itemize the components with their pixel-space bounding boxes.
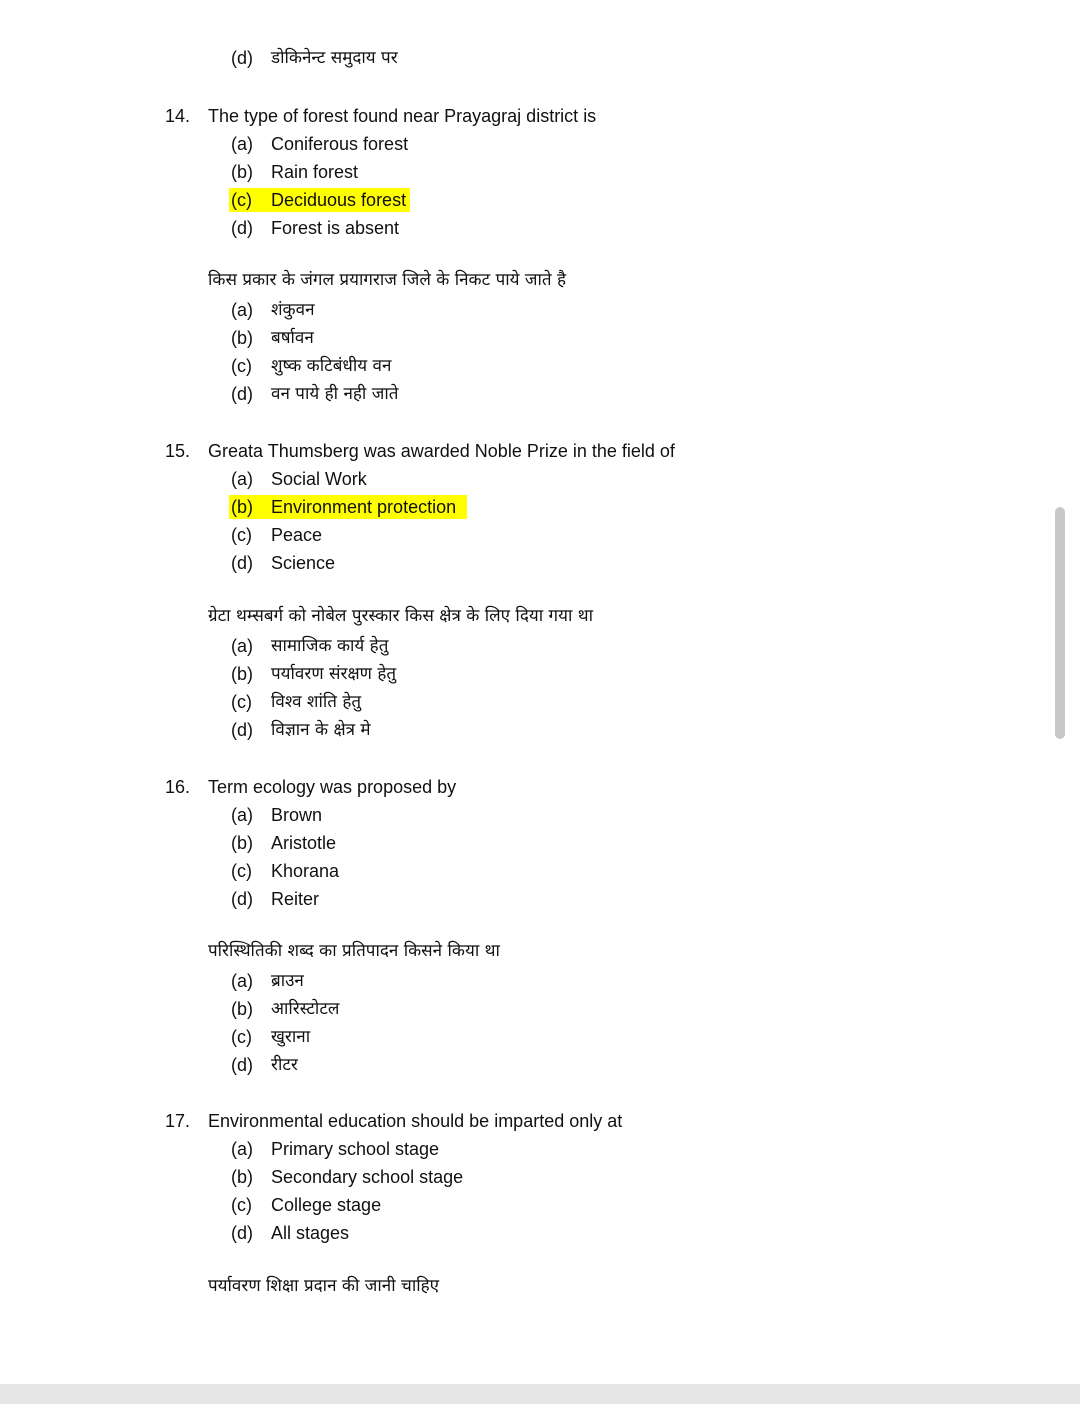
question-number: 14. [165, 106, 191, 126]
hindi-question-text: पर्यावरण शिक्षा प्रदान की जानी चाहिए [208, 1276, 440, 1296]
option-label: (a) [231, 1139, 253, 1159]
option-label: (d) [231, 1223, 253, 1243]
hindi-option-label: (b) [231, 664, 253, 684]
option-text: All stages [271, 1223, 350, 1243]
option-label: (d) [231, 218, 253, 238]
option-label: (c) [231, 861, 252, 881]
hindi-option-label: (a) [231, 971, 253, 991]
option-label: (c) [231, 1195, 252, 1215]
option-text: Primary school stage [271, 1139, 440, 1159]
option-text: Reiter [271, 889, 320, 909]
option-label: (a) [231, 805, 253, 825]
hindi-option-text: आरिस्टोटल [271, 999, 340, 1019]
hindi-option-text: शंकुवन [271, 300, 315, 320]
hindi-option-text: शुष्क कटिबंधीय वन [271, 356, 392, 376]
prev-option-label: (d) [231, 48, 253, 68]
hindi-option-label: (c) [231, 356, 252, 376]
question-number: 15. [165, 441, 191, 461]
option-text: Environment protection [271, 497, 457, 517]
question-text: Greata Thumsberg was awarded Noble Prize in the field of [208, 441, 675, 461]
hindi-option-text: बर्षावन [271, 328, 314, 348]
question-number: 17. [165, 1111, 191, 1131]
option-text: Khorana [271, 861, 340, 881]
option-label: (c) [231, 525, 252, 545]
option-text: College stage [271, 1195, 382, 1215]
option-label: (c) [231, 190, 252, 210]
hindi-question-text: परिस्थितिकी शब्द का प्रतिपादन किसने किया था [208, 941, 500, 961]
hindi-option-label: (c) [231, 1027, 252, 1047]
hindi-question-text: किस प्रकार के जंगल प्रयागराज जिले के निकट पाये जाते है [208, 270, 567, 290]
hindi-option-text: पर्यावरण संरक्षण हेतु [271, 664, 397, 684]
question-text: Term ecology was proposed by [208, 777, 457, 797]
option-text: Brown [271, 805, 323, 825]
option-label: (d) [231, 889, 253, 909]
hindi-option-label: (a) [231, 300, 253, 320]
hindi-option-text: विश्व शांति हेतु [271, 692, 362, 712]
hindi-option-text: विज्ञान के क्षेत्र मे [271, 720, 371, 740]
option-text: Coniferous forest [271, 134, 409, 154]
hindi-option-label: (b) [231, 999, 253, 1019]
option-label: (b) [231, 162, 253, 182]
option-text: Science [271, 553, 336, 573]
question-text: Environmental education should be imparted only at [208, 1111, 623, 1131]
hindi-option-text: सामाजिक कार्य हेतु [271, 636, 389, 656]
hindi-option-label: (a) [231, 636, 253, 656]
hindi-option-text: ब्राउन [271, 971, 304, 991]
option-label: (b) [231, 1167, 253, 1187]
option-label: (a) [231, 134, 253, 154]
scrollbar-thumb[interactable] [1055, 507, 1065, 739]
hindi-question-text: ग्रेटा थम्सबर्ग को नोबेल पुरस्कार किस क्षेत्र के लिए दिया गया था [208, 606, 594, 626]
hindi-option-label: (c) [231, 692, 252, 712]
hindi-option-label: (b) [231, 328, 253, 348]
option-text: Deciduous forest [271, 190, 407, 210]
option-text: Forest is absent [271, 218, 400, 238]
bottom-page-edge [0, 1384, 1080, 1404]
question-number: 16. [165, 777, 191, 797]
option-text: Social Work [271, 469, 367, 489]
hindi-option-label: (d) [231, 1055, 253, 1075]
hindi-option-text: वन पाये ही नही जाते [271, 384, 399, 404]
question-text: The type of forest found near Prayagraj district is [208, 106, 597, 126]
hindi-option-label: (d) [231, 720, 253, 740]
option-label: (b) [231, 833, 253, 853]
option-text: Aristotle [271, 833, 337, 853]
option-text: Secondary school stage [271, 1167, 464, 1187]
prev-option-text: डोकिनेन्ट समुदाय पर [271, 48, 398, 68]
option-text: Rain forest [271, 162, 359, 182]
option-label: (b) [231, 497, 253, 517]
option-label: (a) [231, 469, 253, 489]
option-text: Peace [271, 525, 323, 545]
hindi-option-text: रीटर [271, 1055, 298, 1075]
hindi-option-text: खुराना [271, 1027, 311, 1047]
hindi-option-label: (d) [231, 384, 253, 404]
option-label: (d) [231, 553, 253, 573]
